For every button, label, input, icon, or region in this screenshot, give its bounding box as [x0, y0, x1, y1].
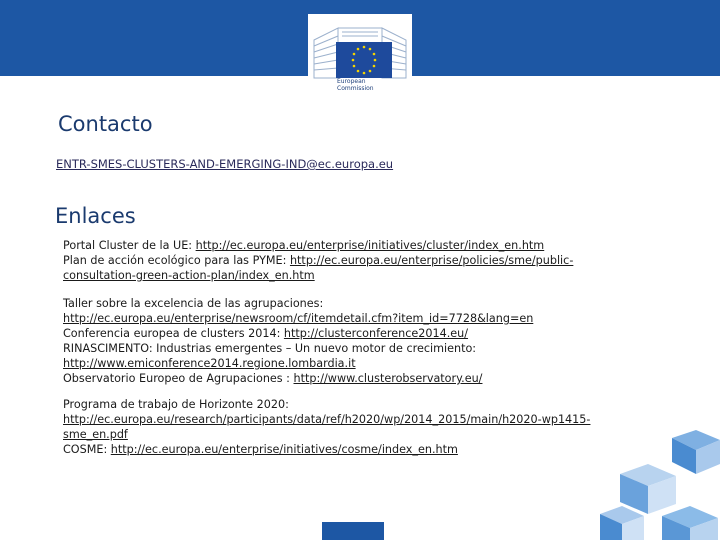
- cluster-conference-link[interactable]: http://clusterconference2014.eu/: [283, 327, 469, 340]
- decorative-cubes-icon: [600, 430, 720, 540]
- link-line-green-plan: [63, 253, 573, 268]
- green-action-plan-link-cont[interactable]: consultation-green-action-plan/index_en.htm: [63, 269, 315, 282]
- link-line-observatory: [63, 371, 533, 386]
- contact-heading: Contacto: [58, 112, 153, 136]
- link-line-horizon-url-cont: [63, 427, 590, 442]
- link-label: Taller sobre la excelencia de las agrupaciones:: [63, 297, 324, 310]
- link-line-green-plan-cont: [63, 268, 573, 283]
- link-line-cosme: [63, 442, 590, 457]
- links-heading: Enlaces: [55, 204, 136, 228]
- links-block-3: [63, 397, 590, 457]
- footer-accent-bar: [322, 522, 384, 540]
- links-block-2: [63, 296, 533, 386]
- link-label: Conferencia europea de clusters 2014:: [63, 327, 284, 340]
- rinascimento-link[interactable]: http://www.emiconference2014.regione.lombardia.it: [63, 357, 356, 370]
- logo-line-2: Commission: [337, 85, 374, 92]
- link-line-cluster-portal: [63, 238, 573, 253]
- link-line-rinascimento-label: [63, 341, 533, 356]
- link-line-workshop-url: [63, 311, 533, 326]
- logo-caption: [337, 78, 374, 92]
- link-label: Plan de acción ecológico para las PYME:: [63, 254, 290, 267]
- link-label: Observatorio Europeo de Agrupaciones :: [63, 372, 294, 385]
- link-line-workshop-label: [63, 296, 533, 311]
- contact-email-link[interactable]: ENTR-SMES-CLUSTERS-AND-EMERGING-IND@ec.europa.eu: [56, 157, 394, 171]
- link-line-conference: [63, 326, 533, 341]
- green-action-plan-link[interactable]: http://ec.europa.eu/enterprise/policies/sme/public-: [289, 254, 574, 267]
- link-label: Programa de trabajo de Horizonte 2020:: [63, 398, 289, 411]
- observatory-link[interactable]: http://www.clusterobservatory.eu/: [293, 372, 483, 385]
- link-line-rinascimento-url: [63, 356, 533, 371]
- workshop-link[interactable]: http://ec.europa.eu/enterprise/newsroom/cf/itemdetail.cfm?item_id=7728&lang=en: [63, 312, 534, 325]
- logo-line-1: European: [337, 78, 366, 85]
- cosme-link[interactable]: http://ec.europa.eu/enterprise/initiatives/cosme/index_en.htm: [110, 443, 458, 456]
- horizon-2020-link[interactable]: http://ec.europa.eu/research/participants/data/ref/h2020/wp/2014_2015/main/h2020-wp1415-: [63, 413, 591, 426]
- link-label: COSME:: [63, 443, 111, 456]
- link-line-horizon-url: [63, 412, 590, 427]
- link-label: RINASCIMENTO: Industrias emergentes – Un nuevo motor de crecimiento:: [63, 342, 477, 355]
- links-block-1: [63, 238, 573, 283]
- european-commission-logo: [308, 14, 412, 100]
- horizon-2020-link-cont[interactable]: sme_en.pdf: [63, 428, 128, 441]
- cluster-portal-link[interactable]: http://ec.europa.eu/enterprise/initiatives/cluster/index_en.htm: [195, 239, 545, 252]
- link-label: Portal Cluster de la UE:: [63, 239, 196, 252]
- link-line-horizon-label: [63, 397, 590, 412]
